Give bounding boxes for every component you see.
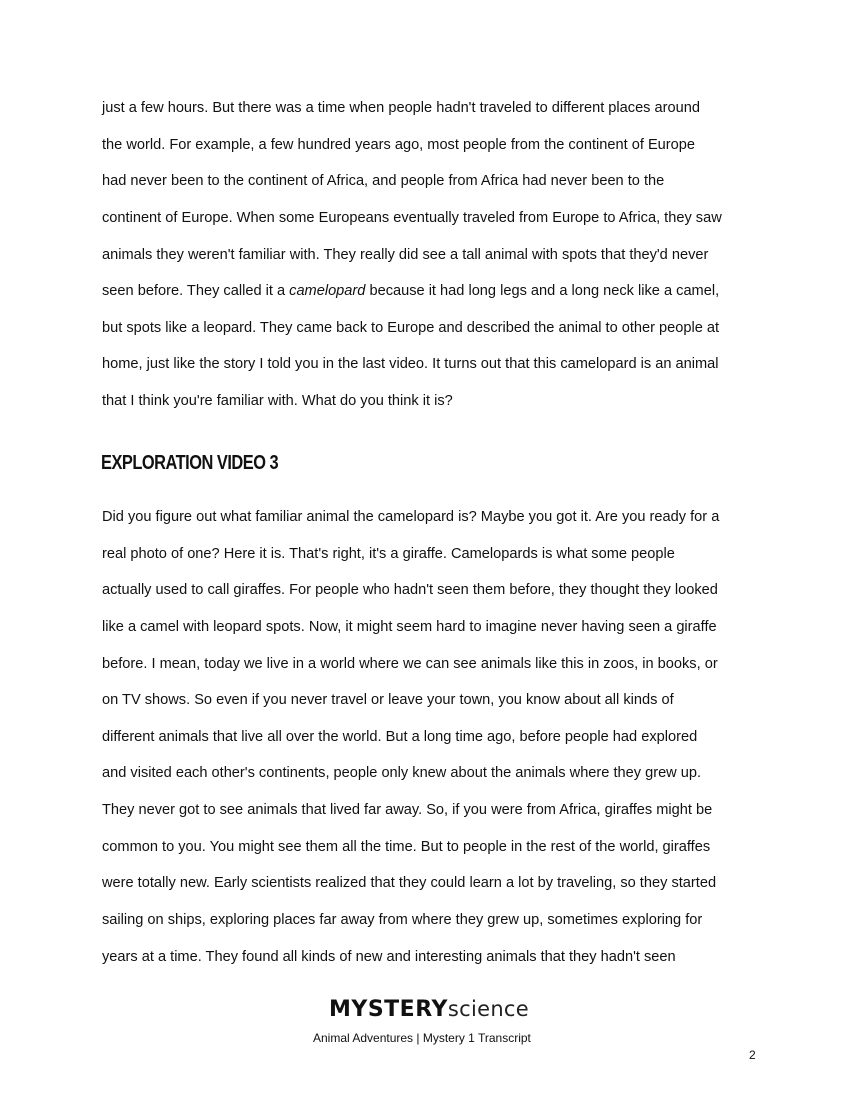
mystery-science-logo <box>329 996 529 1022</box>
text-line: common to you. You might see them all the time. But to people in the rest of the world, giraffes <box>102 838 711 855</box>
text-line: animals they weren't familiar with. They really did see a tall animal with spots that they'd never <box>102 246 709 263</box>
text-line: before. I mean, today we live in a world where we can see animals like this in zoos, in books, or <box>102 655 718 672</box>
text-line: and visited each other's continents, people only knew about the animals where they grew up. <box>102 765 702 782</box>
logo-light: science <box>447 997 529 1021</box>
text-line: sailing on ships, exploring places far away from where they grew up, sometimes exploring for <box>102 912 703 929</box>
text-line: like a camel with leopard spots. Now, it might seem hard to imagine never having seen a giraffe <box>102 618 717 635</box>
logo-bold: MYSTERY <box>329 997 448 1022</box>
text-line: that I think you're familiar with. What do you think it is? <box>102 393 453 410</box>
text-line: actually used to call giraffes. For people who hadn't seen them before, they thought they looked <box>102 582 718 599</box>
text-line: years at a time. They found all kinds of new and interesting animals that they hadn't seen <box>102 948 676 965</box>
italic-term: camelopard <box>289 283 366 300</box>
footer-title: Animal Adventures | Mystery 1 Transcript <box>313 1031 531 1045</box>
text-line: just a few hours. But there was a time when people hadn't traveled to different places around <box>102 100 700 116</box>
text-line: but spots like a leopard. They came back to Europe and described the animal to other people at <box>102 319 720 336</box>
text-segment: because it had long legs and a long neck like a camel, <box>365 283 720 300</box>
text-line: real photo of one? Here it is. That's right, it's a giraffe. Camelopards is what some people <box>102 545 675 562</box>
page-number: 2 <box>749 1048 756 1062</box>
text-line: were totally new. Early scientists realized that they could learn a lot by traveling, so they started <box>102 875 717 892</box>
text-segment: seen before. They called it a <box>102 283 290 300</box>
section-heading: EXPLORATION VIDEO 3 <box>101 452 279 474</box>
text-line: had never been to the continent of Africa, and people from Africa had never been to the <box>102 173 665 190</box>
text-line: Did you figure out what familiar animal the camelopard is? Maybe you got it. Are you ready for a <box>102 509 720 525</box>
text-line: continent of Europe. When some Europeans eventually traveled from Europe to Africa, they saw <box>102 209 722 226</box>
text-line: on TV shows. So even if you never travel or leave your town, you know about all kinds of <box>102 692 674 709</box>
text-line: the world. For example, a few hundred years ago, most people from the continent of Europe <box>102 136 695 153</box>
paragraph-2 <box>102 499 782 975</box>
text-line: They never got to see animals that lived far away. So, if you were from Africa, giraffes might be <box>102 802 713 819</box>
text-line: home, just like the story I told you in the last video. It turns out that this camelopard is an animal <box>102 356 719 373</box>
paragraph-1 <box>102 90 782 420</box>
text-line: different animals that live all over the world. But a long time ago, before people had explored <box>102 728 698 745</box>
text-line <box>102 273 782 310</box>
